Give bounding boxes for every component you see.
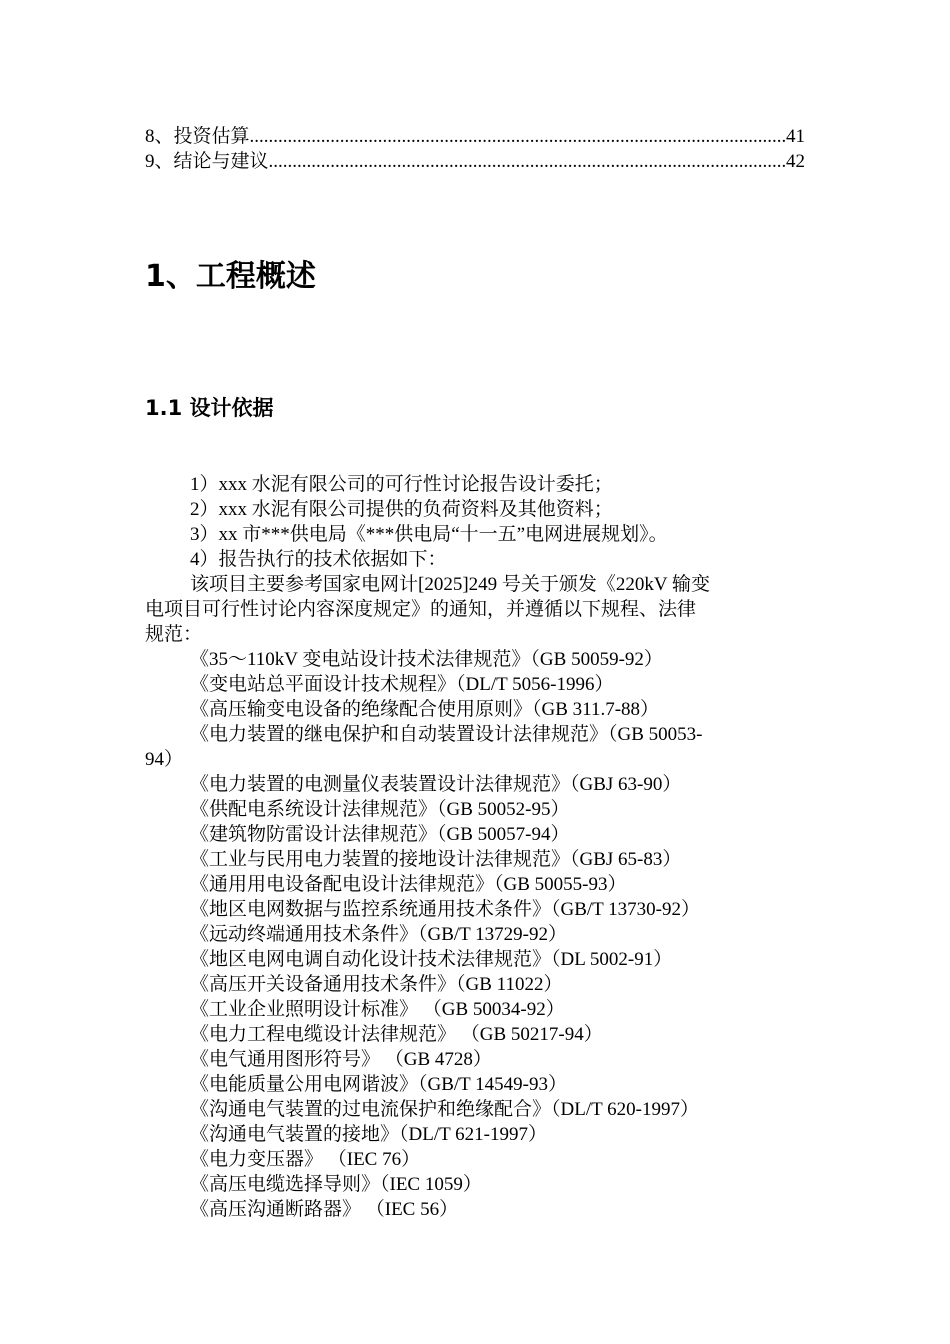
paragraph-line: 该项目主要参考国家电网计[2025]249 号关于颁发《220kV 输变 [190, 574, 711, 595]
toc-entry-page: 42 [786, 151, 805, 172]
basis-item: 2）xxx 水泥有限公司提供的负荷资料及其他资料； [190, 499, 613, 520]
standard-item: 《地区电网电调自动化设计技术法律规范》（DL 5002-91） [190, 949, 673, 970]
toc-dot-leader [269, 149, 786, 174]
document-body [145, 472, 807, 1222]
standard-item: 《高压沟通断路器》 （IEC 56） [190, 1199, 459, 1220]
intro-paragraph [145, 572, 807, 647]
table-of-contents [145, 124, 805, 174]
toc-dot-leader [250, 124, 786, 149]
toc-entry-title: 结论与建议 [173, 151, 269, 172]
standard-item: 《电力工程电缆设计法律规范》 （GB 50217-94） [190, 1024, 603, 1045]
subsection-heading: 1.1 设计依据 [145, 396, 274, 420]
standard-item: 《电气通用图形符号》 （GB 4728） [190, 1049, 492, 1070]
basis-item: 3）xx 市***供电局《***供电局“十一五”电网进展规划》。 [190, 524, 668, 545]
standard-item: 《建筑物防雷设计法律规范》（GB 50057-94） [190, 824, 570, 845]
standard-item: 《电能质量公用电网谐波》（GB/T 14549-93） [190, 1074, 568, 1095]
standard-item: 《电力变压器》 （IEC 76） [190, 1149, 421, 1170]
standard-item: 《35～110kV 变电站设计技术法律规范》（GB 50059-92） [190, 649, 663, 670]
toc-entry-title: 投资估算 [173, 126, 250, 147]
standard-item: 《通用用电设备配电设计法律规范》（GB 50055-93） [190, 874, 627, 895]
standard-item: 《远动终端通用技术条件》（GB/T 13729-92） [190, 924, 568, 945]
standard-item: 《高压电缆选择导则》（IEC 1059） [190, 1174, 482, 1195]
standard-item: 《电力装置的电测量仪表装置设计法律规范》（GBJ 63-90） [190, 774, 682, 795]
standard-item: 《沟通电气装置的过电流保护和绝缘配合》（DL/T 620-1997） [190, 1099, 699, 1120]
standard-item: 《沟通电气装置的接地》（DL/T 621-1997） [190, 1124, 547, 1145]
standards-list [145, 647, 807, 1222]
section-heading: 1、工程概述 [145, 259, 316, 294]
toc-entry-number: 9、 [145, 151, 174, 172]
standard-item: 《地区电网数据与监控系统通用技术条件》（GB/T 13730-92） [190, 899, 701, 920]
standard-item: 《变电站总平面设计技术规程》（DL/T 5056-1996） [190, 674, 614, 695]
toc-entry-number: 8、 [145, 126, 174, 147]
toc-entry-page: 41 [786, 126, 805, 147]
paragraph-line: 电项目可行性讨论内容深度规定》的通知，并遵循以下规程、法律 [145, 599, 697, 620]
toc-entry[interactable] [145, 124, 805, 149]
standard-item: 《供配电系统设计法律规范》（GB 50052-95） [190, 799, 570, 820]
standard-item: 《高压开关设备通用技术条件》（GB 11022） [190, 974, 563, 995]
standard-item: 《高压输变电设备的绝缘配合使用原则》（GB 311.7-88） [190, 699, 660, 720]
basis-item: 1）xxx 水泥有限公司的可行性讨论报告设计委托； [190, 474, 613, 495]
toc-entry[interactable] [145, 149, 805, 174]
basis-item: 4）报告执行的技术依据如下： [190, 549, 447, 570]
standard-item: 《电力装置的继电保护和自动装置设计法律规范》（GB 50053- [190, 724, 703, 745]
standard-item: 《工业企业照明设计标准》 （GB 50034-92） [190, 999, 565, 1020]
standard-item-continuation: 94） [145, 749, 184, 770]
paragraph-line: 规范： [145, 624, 203, 645]
standard-item: 《工业与民用电力装置的接地设计法律规范》（GBJ 65-83） [190, 849, 682, 870]
